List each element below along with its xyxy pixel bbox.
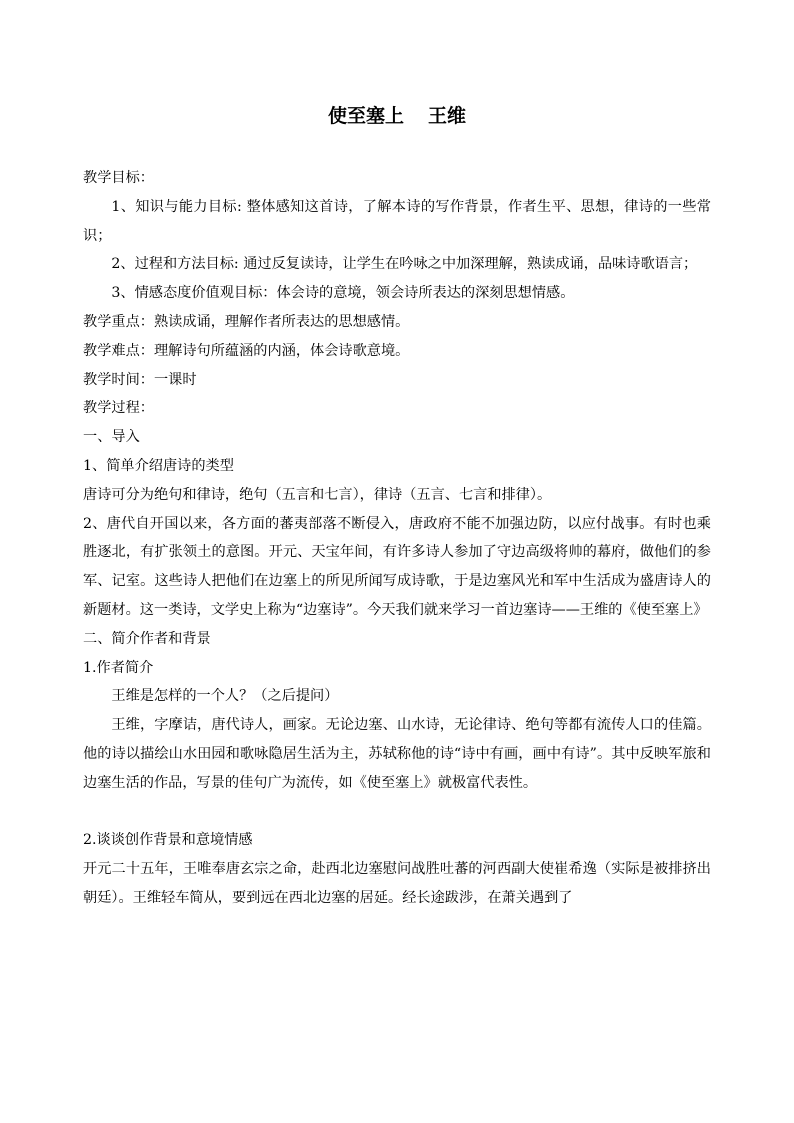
frontier-poetry-text: 2、唐代自开国以来，各方面的蕃夷部落不断侵入，唐政府不能不加强边防，以应付战事。有时也乘胜逐北，有扩张领土的意图。开元、天宝年间，有许多诗人参加了守边高级将帅的幕府，做他们的参军、记室。这些诗人把他们在边塞上的所见所闻写成诗歌，于是边塞风光和军中生活成为盛唐诗人的新题材。这一类诗，文学史上称为“边塞诗”。今天我们就来学习一首边塞诗——王维的《使至塞上》: [83, 515, 711, 618]
author-intro-heading: 1.作者简介: [83, 659, 154, 676]
teaching-focus: 教学重点：熟读成诵，理解作者所表达的思想感情。: [83, 313, 410, 330]
tang-poetry-types-text: 唐诗可分为绝句和律诗，绝句（五言和七言），律诗（五言、七言和排律）。: [83, 486, 552, 503]
author-question: 王维是怎样的一个人？（之后提问）: [111, 688, 339, 705]
objective-process: 2、过程和方法目标: 通过反复读诗，让学生在吟咏之中加深理解，熟读成诵，品味诗歌语言；: [111, 256, 698, 273]
objective-knowledge: 1、知识与能力目标: 整体感知这首诗，了解本诗的写作背景，作者生平、思想，律诗的一些常识；: [83, 198, 711, 244]
objectives-heading: 教学目标：: [83, 170, 154, 186]
tang-poetry-types-heading: 1、简单介绍唐诗的类型: [83, 457, 234, 474]
background-text: 开元二十五年，王唯奉唐玄宗之命，赴西北边塞慰问战胜吐蕃的河西副大使崔希逸（实际是被排挤出朝廷）。王维轻车简从，要到远在西北边塞的居延。经长途跋涉，在萧关遇到了: [83, 861, 711, 906]
poem-author: 王维: [428, 105, 467, 127]
teaching-difficulty: 教学难点：理解诗句所蕴涵的内涵，体会诗歌意境。: [83, 342, 410, 359]
section-author-background-heading: 二、简介作者和背景: [83, 630, 211, 647]
objective-emotion: 3、情感态度价值观目标：体会诗的意境，领会诗所表达的深刻思想情感。: [111, 285, 575, 302]
section-introduction-heading: 一、导入: [83, 429, 140, 446]
author-bio-text: 王维，字摩诘，唐代诗人，画家。无论边塞、山水诗，无论律诗、绝句等都有流传人口的佳篇。他的诗以描绘山水田园和歌咏隐居生活为主，苏轼称他的诗“诗中有画，画中有诗”。其中反映军旅和边塞生活的作品，写景的佳句广为流传，如《使至塞上》就极富代表性。: [83, 717, 711, 791]
poem-title: 使至塞上: [327, 105, 404, 127]
document-title: [0, 103, 794, 129]
teaching-time: 教学时间：一课时: [83, 371, 197, 388]
teaching-process-heading: 教学过程：: [83, 400, 154, 417]
document-body: [83, 164, 711, 913]
background-heading: 2.谈谈创作背景和意境情感: [83, 832, 253, 849]
blank-line: [83, 798, 711, 827]
